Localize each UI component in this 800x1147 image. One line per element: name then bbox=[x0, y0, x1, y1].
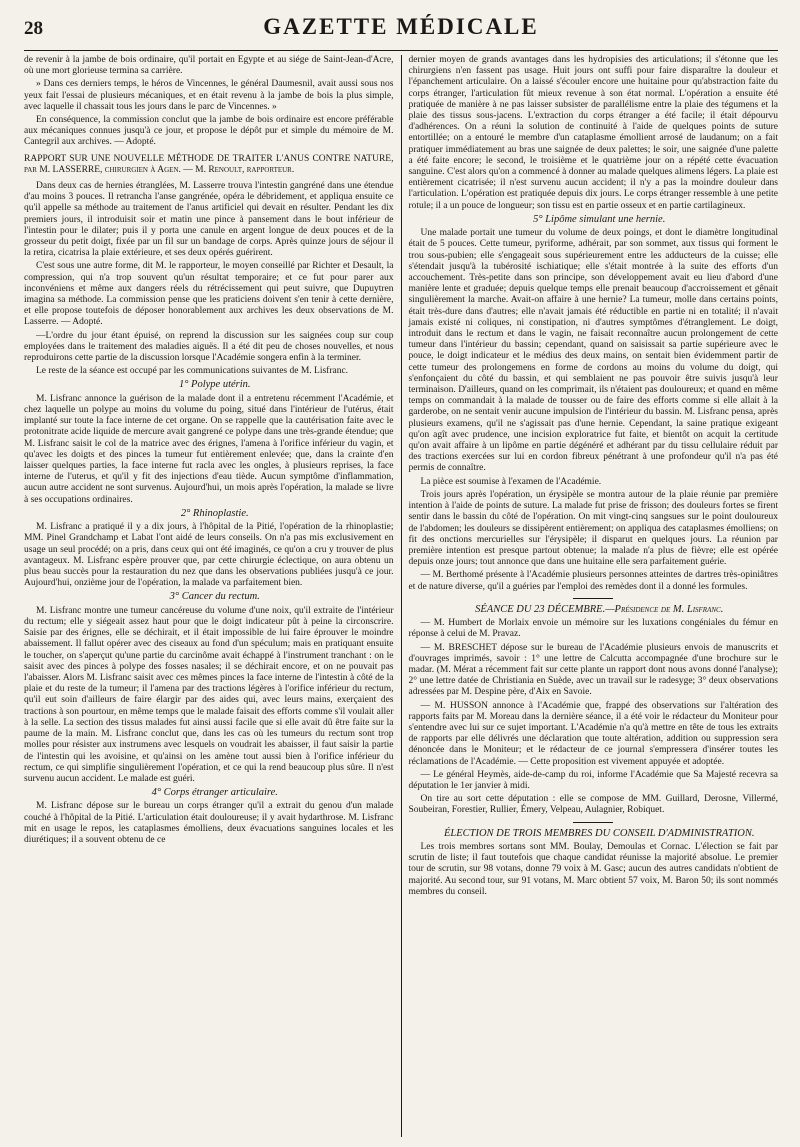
paragraph: de revenir à la jambe de bois ordinaire, qu'il portait en Egypte et au siége de Saint-Jean-d'Acre, où une mort glorieuse termina sa carrière. bbox=[24, 55, 394, 77]
paragraph: — M. Humbert de Morlaix envoie un mémoire sur les luxations congéniales du fémur en réponse à celui de M. Pravaz. bbox=[408, 618, 778, 640]
paragraph: —L'ordre du jour étant épuisé, on reprend la discussion sur les saignées coup sur coup employées dans le traitement des maladies aiguës. Il a été dit peu de choses nouvelles, et nous reproduirons cette partie de la discussion lorsque l'Académie songera enfin à la terminer. bbox=[24, 330, 394, 364]
page-number: 28 bbox=[24, 18, 43, 39]
paragraph: M. Lisfranc montre une tumeur cancéreuse du volume d'une noix, qu'il extraite de l'intérieur du rectum; elle y siégeait assez haut pour que le doigt indicateur pût à peine la circonscrire. Saisie par des érignes, elle se déchirait, et il était impossible de lui faire éprouver le moindre abaissement. Il fallut opérer avec des ciseaux au fond d'un spéculum; mais en pratiquant ensuite le toucher, on s'aperçut qu'une partie du carcinôme avait échappé à l'instrument tranchant : on le saisit avec des pinces à polype des fosses nasales; il se déchirait encore, et on ne pouvait pas l'abaisser. Alors M. Lisfranc saisit avec ces mêmes pinces la face interne de l'intestin à côté de la plaie et du reste de la tumeur; il l'amena par des tractions légères à l'orifice inférieur du rectum, qu'il eut soin d'ailleurs de faire élargir par des aides qui, avec leurs mains, exerçaient des tractions à son pourtour, en même temps que le malade faisait des efforts comme s'il voulait aller à la selle. La section des tissus malades fut ainsi aussi facile que si elle avait dû être faite sur la paume de la main. M. Lisfranc conclut que, dans les cas où les tumeurs du rectum sont trop molles pour résister aux instrumens avec lesquels on voudrait les abaisser, il faut saisir la partie de l'intestin qui les avoisine, et qu'ainsi on les amène tout aussi bien à l'orifice inférieur du rectum, ce qui simplifie singulièrement l'opération, et ce qui la rend beaucoup plus sûre. Il n'est survenu aucun accident. Le malade est guéri. bbox=[24, 605, 394, 784]
report-heading: RAPPORT SUR UNE NOUVELLE MÉTHODE DE TRAITER L'ANUS CONTRE NATURE, par M. LASSERRE, chirurgien à Agen. — M. Renoult, rapporteur. bbox=[24, 153, 394, 175]
paragraph: Le reste de la séance est occupé par les communications suivantes de M. Lisfranc. bbox=[36, 366, 349, 377]
section-heading-rhinoplastie: 2° Rhinoplastie. bbox=[180, 507, 249, 519]
page-header bbox=[24, 14, 778, 51]
paragraph: M. Lisfranc dépose sur le bureau un corps étranger qu'il a extrait du genou d'un malade couché à l'hôpital de la Pitié. L'articulation était douloureuse; il y avait hydarthrose. M. Lisfranc mit en usage le repos, les cataplasmes émolliens, deux évacuations sanguines locales et les diurétiques; il a souvent obtenu de ce bbox=[24, 801, 394, 846]
paragraph: M. Lisfranc annonce la guérison de la malade dont il a entretenu récemment l'Académie, et chez laquelle un polype au moins du volume du poing, situé dans l'intérieur de l'utérus, était implanté sur toute la face interne de cet organe. On se rappelle que la cautérisation faite avec le protonitrate acide liquide de mercure avait gangrené ce polype dans une très-grande étendue; que M. Lisfranc saisit le col de la matrice avec des érignes, l'amena à l'orifice inférieur du vagin, et qu'avec les doigts et des pinces la tumeur fut entièrement enlevée; que, dans la crainte d'en laisser quelques parties, la face interne fut racla avec les ongles, à plusieurs reprises, la face interne de l'uterus, et qu'il y fit des injections d'eau tiède. Aucun symptôme d'inflammation, aucun autre accident ne sont survenus. Aujourd'hui, un mois après l'opération, la malade se livre à ses occupations ordinaires. bbox=[24, 393, 394, 505]
section-heading-cancer: 3° Cancer du rectum. bbox=[169, 591, 260, 603]
paragraph: Les trois membres sortans sont MM. Boulay, Demoulas et Cornac. L'élection se fait par scrutin de liste; il faut toutefois que chaque candidat réunisse la majorité absolue. Le premier tour de scrutin, sur 98 votans, donne 79 voix à M. Gasc; aucun des autres candidats n'obtient de majorité. Au second tour, sur 91 votans, M. Marc obtient 57 voix, M. Baron 50; ils sont nommés membres du conseil. bbox=[408, 841, 778, 897]
paragraph: — M. HUSSON annonce à l'Académie que, frappé des observations sur l'altération des rapports faits par M. Moreau dans la dernière séance, il a été voir le rédacteur du Moniteur pour s'entendre avec lui sur ce sujet important. L'Académie n'a qu'à mettre en tête de tous les extraits de rapports par elle délivrés une déclaration que toute altération, addition ou suppression sera dénoncée dans le Moniteur; et le rédacteur de ce journal s'empressera d'insérer toutes les réclamations de l'Académie. — Cette proposition est vivement appuyée et adoptée. bbox=[408, 700, 778, 767]
separator bbox=[573, 822, 613, 823]
paragraph: La pièce est soumise à l'examen de l'Académie. bbox=[420, 476, 602, 487]
paragraph: — M. BRESCHET dépose sur le bureau de l'Académie plusieurs envois de manuscrits et d'ouvrages imprimés, savoir : 1° une lettre de Calcutta accompagnée d'une brochure sur le madar. (M. Mérat a récemment fait sur cette plante un rapport dont nous avons donné l'analyse); 2° une lettre datée de Christiania en Suède, avec un travail sur le radesyge; 3° deux observations adressées par M. Despine père, d'Aix en Savoie. bbox=[408, 642, 778, 698]
paragraph: Trois jours après l'opération, un érysipèle se montra autour de la plaie réunie par première intention à l'aide de points de suture. La malade fut prise de frisson; des douleurs fortes se firent sentir dans le bassin du côté de l'opération. On mit vingt-cinq sangsues sur le point douloureux de l'abdomen; les douleurs se dissipèrent entièrement; on appliqua des cataplasmes émolliens; on fit des onctions mercurielles sur l'érysipèle; il disparut en quelques jours. La réunion par première intention est presque partout obtenue; la malade n'a plus de fièvre; elle est opérée depuis onze jours; tout annonce que dans une huitaine elle sera parfaitement guérie. bbox=[408, 489, 778, 568]
paragraph: M. Lisfranc a pratiqué il y a dix jours, à l'hôpital de la Pitié, l'opération de la rhinoplastie; MM. Pinel Grandchamp et Labat l'ont aidé de leurs conseils. On n'a pas mis exclusivement en usage un seul procédé; on a pris, dans ceux qui ont été imaginés, ce qu'on a cru y trouver de plus avantageux. M. Lisfranc espère prouver que, par cette chirurgie éclectique, on aura obtenu un plus beau succès pour la restauration du nez que dans les observations publiées jusqu'à ce jour. Aujourd'hui, onzième jour de l'opération, la malade va parfaitement bien. bbox=[24, 522, 394, 589]
session-heading: SÉANCE DU 23 DÉCEMBRE.—Présidence de M. Lisfranc. bbox=[475, 603, 724, 615]
separator bbox=[573, 598, 613, 599]
journal-title: GAZETTE MÉDICALE bbox=[263, 14, 539, 39]
paragraph: — M. Berthomé présente à l'Académie plusieurs personnes atteintes de dartres très-opiniâtres et de nature diverse, qu'il a guéries par l'emploi des remèdes dont il a donné les formules. bbox=[408, 570, 778, 592]
section-heading-lipome: 5° Lipôme simulant une hernie. bbox=[533, 213, 666, 225]
paragraph: En conséquence, la commission conclut que la jambe de bois ordinaire est encore préférable aux mécaniques connues jusqu'à ce jour, et propose le dépôt pur et simple du mémoire de M. Cantegril aux archives. — Adopté. bbox=[24, 115, 394, 148]
paragraph: — Le général Heymès, aide-de-camp du roi, informe l'Académie que Sa Majesté recevra sa députation le 1er janvier à midi. bbox=[408, 769, 778, 791]
paragraph: Dans deux cas de hernies étranglées, M. Lasserre trouva l'intestin gangréné dans une étendue d'au moins 3 pouces. Il retrancha l'anse gangrénée, opéra le débridement, et appliqua ensuite ce qu'il appelle sa méthode au traitement de l'anus artificiel qui devait en résulter. Pendant les dix premiers jours, il introduisit soir et matin une pince à pansement dans le bout inférieur de l'intestin pour le dilater; puis il y porta une canule en argent longue de deux pouces et de la grosseur du petit doigt, fixée par un fil sur un bandage de corps. Après quinze jours de séjour il la retira, cicatrisa la plaie extérieure, et ses deux opérés guérirent. bbox=[24, 181, 394, 259]
text-columns bbox=[24, 55, 778, 1137]
column-divider bbox=[401, 55, 402, 1137]
paragraph: » Dans ces derniers temps, le héros de Vincennes, le général Daumesnil, avait aussi sous nos yeux fait l'essai de plusieurs mécaniques, et en était revenu à la jambe de bois la plus simple, avec laquelle il chassait tous les jours dans le parc de Vincennes. » bbox=[24, 79, 394, 112]
right-column bbox=[408, 55, 778, 1137]
paragraph: On tire au sort cette députation : elle se compose de MM. Guillard, Derosne, Villermé, Soubeiran, Forestier, Rullier, Émery, Velpeau, Aulagnier, Robiquet. bbox=[408, 794, 778, 816]
section-heading-corps-etranger: 4° Corps étranger articulaire. bbox=[151, 787, 278, 799]
left-column bbox=[24, 55, 394, 1137]
paragraph: Une malade portait une tumeur du volume de deux poings, et dont le diamètre longitudinal était de 5 pouces. Cette tumeur, pyriforme, adhérait, par son sommet, aux tissus qui forment le trou sous-pubien; elle s'engageait sous supérieurement entre les adducteurs de la cuisse; elle s'étendait jusqu'à la tubérosité ischiatique; elle s'était montrée à la suite des efforts d'un accouchement. Très-petite dans son principe, son développement avait eu lieu d'abord d'une manière lente et graduée; depuis quelque temps elle prenait beaucoup d'accroissement et gênait singulièrement la marche. Avait-on affaire à une hernie? La tumeur, molle dans certains points, était très-dure dans d'autres; elle n'avait jamais été réductible en partie ni en totalité; il n'avait jamais existé ni coliques, ni constipation, ni d'autres symptômes d'étranglement. Le doigt, introduit dans le rectum et dans le vagin, ne faisait reconnaître aucun prolongement de cette tumeur dans l'intérieur du bassin; cependant, quand on saisissait sa partie supérieure avec le pouce, le doigt indicateur et le médius des deux mains, on sentait bien évidemment partir de cette tumeur des prolongemens en forme de cordons au moins du volume du doigt, qui s'enfonçaient du côté du bassin, et qui semblaient ne pas pouvoir être suivis jusqu'à leur terminaison. D'ailleurs, quand on les comprimait, ils n'étaient pas douloureux; et quand en même temps on commandait à la malade de tousser ou de faire des efforts comme si elle allait à la garderobe, on ne sentait venir aucune impulsion de l'intérieur du bassin. M. Lisfranc pensa, après plusieurs examens, qu'il ne s'agissait pas d'une hernie. Cependant, la saine pratique exigeant qu'on agît avec prudence, une incision exploratrice fut faite, et bientôt on acquit la certitude qu'on avait affaire à un lipôme en partie dégénéré et adhérant par du tissu cellulaire réduit par des tractions exercées sur lui en cordon fibreux pénétrant à une profondeur qu'il n'a pas été permis de connaître. bbox=[408, 228, 778, 474]
section-heading-polype: 1° Polype utérin. bbox=[178, 379, 251, 391]
paragraph: dernier moyen de grands avantages dans les hydropisies des articulations; il s'étonne que les chirurgiens n'en fassent pas usage. Huit jours ont suffi pour faire disparaître la douleur et l'épanchement articulaire. On a laissé s'écouler encore une huitaine pour qu'abstraction faite du corps étranger, l'articulation fût mieux revenue à son état normal. L'opération a ensuite été pratiquée de manière à ne pas laisser subsister de parallélisme entre la plaie des tégumens et la plaie des tissus sous-jacens. L'extraction du corps étranger a été facile; il était dépourvu d'adhérences. On a réuni la solution de continuité à l'aide de quelques points de suture entortillée; on a entouré le membre d'un cataplasme émollient arrosé de laudanum; on a fait pratiquer immédiatement au bras une saignée de deux palettes; le soir, une saignée d'une palette a été faite encore; le second, le troisième et le quatrième jour on a répété cette évacuation sanguine. C'est alors qu'on a commencé à donner au malade quelques alimens légers. La plaie est entièrement cicatrisée; il n'est survenu aucun accident; il n'y a pas la moindre douleur dans l'articulation. L'opération est pratiquée depuis dix jours. Le corps étranger ressemble à une petite rotule; il a un pouce de longueur; son tissu est en partie osseux et en partie cartilagineux. bbox=[408, 55, 778, 211]
election-heading: ÉLECTION DE TROIS MEMBRES DU CONSEIL D'ADMINISTRATION. bbox=[443, 827, 755, 839]
paragraph: C'est sous une autre forme, dit M. le rapporteur, le moyen conseillé par Richter et Desault, la compression, qui n'a trop souvent qu'un résultat temporaire; et ce fut pour parer aux inconvéniens et même aux dangers réels du rétrécissement qui peut suivre, que Dupuytren imagina sa méthode. La commission pense que les praticiens doivent s'en tenir à cette dernière, et elle propose toutefois de déposer honorablement aux archives les deux observations de M. Lasserre. — Adopté. bbox=[24, 261, 394, 328]
